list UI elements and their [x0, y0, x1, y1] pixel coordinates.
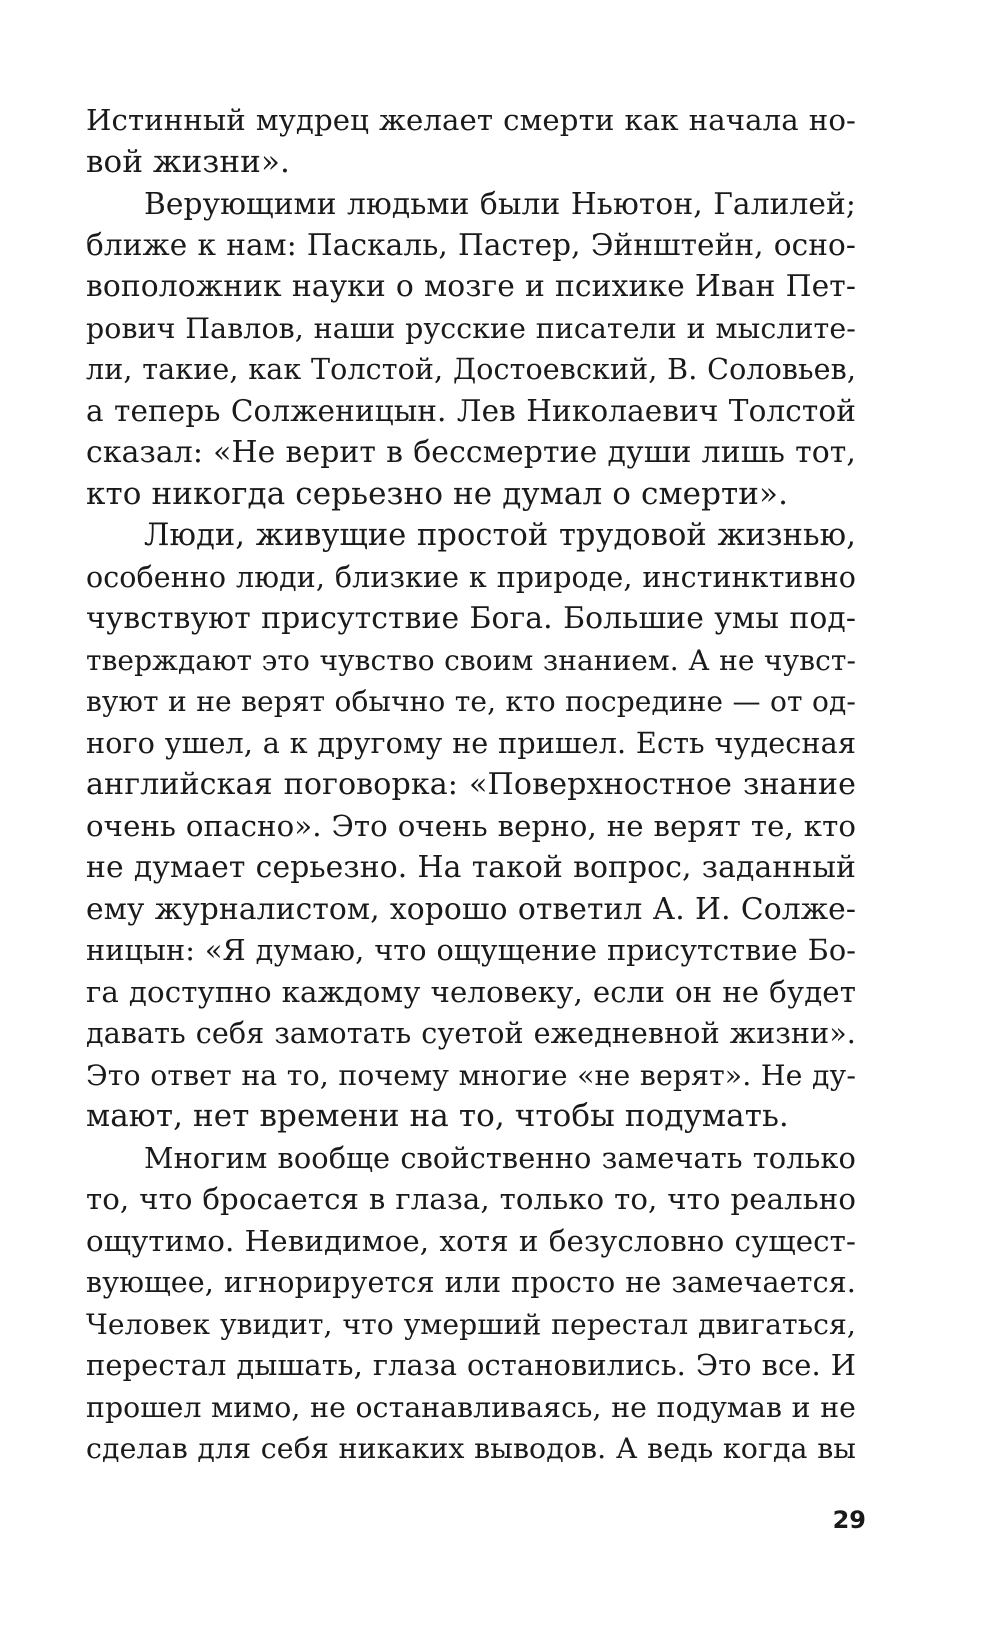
text-line: сказал: «Не верит в бессмертие души лишь тот,: [86, 435, 856, 470]
text-line: вой жизни».: [86, 143, 290, 180]
text-line: Многим вообще свойственно замечать только: [144, 1140, 856, 1175]
text-line: не думает серьезно. На такой вопрос, заданный: [86, 850, 856, 885]
text-line: ближе к нам: Паскаль, Пастер, Эйнштейн, осно-: [86, 227, 856, 262]
text-line: прошел мимо, не останавливаясь, не подумав и не: [86, 1390, 856, 1424]
text-line: сделав для себя никаких выводов. А ведь когда вы: [86, 1432, 856, 1465]
text-line: ему журналистом, хорошо ответил А. И. Солже-: [86, 891, 856, 927]
text-line: Люди, живущие простой трудовой жизнью,: [144, 518, 856, 553]
text-line: кто никогда серьезно не думал о смерти».: [86, 475, 789, 512]
text-line: то, что бросается в глаза, только то, что реально: [86, 1182, 856, 1216]
text-line: Человек увидит, что умерший перестал двигаться,: [86, 1307, 856, 1341]
text-line: ницын: «Я думаю, что ощущение присутствие Бо-: [86, 933, 856, 967]
text-line: Это ответ на то, почему многие «не верят». Не ду-: [86, 1058, 856, 1092]
text-line: давать себя замотать суетой ежедневной жизни».: [86, 1016, 856, 1050]
text-line: ощутимо. Невидимое, хотя и безусловно сущест-: [86, 1223, 856, 1258]
text-line: Истинный мудрец желает смерти как начала но-: [86, 103, 856, 137]
text-line: мают, нет времени на то, чтобы подумать.: [86, 1098, 789, 1134]
text-line: английская поговорка: «Поверхностное знание: [86, 767, 856, 802]
text-line: тверждают это чувство своим знанием. А не чувст-: [86, 643, 856, 677]
text-line: рович Павлов, наши русские писатели и мыслите-: [86, 311, 856, 345]
text-line: а теперь Солженицын. Лев Николаевич Толстой: [86, 393, 856, 428]
text-line: очень опасно». Это очень верно, не верят те, кто: [86, 808, 856, 843]
page-body: [86, 100, 856, 1470]
text-line: вующее, игнорируется или просто не замечается.: [86, 1265, 856, 1299]
text-line: ного ушел, а к другому не пришел. Есть чудесная: [86, 725, 856, 760]
page-number: 29: [832, 1506, 866, 1534]
text-line: особенно люди, близкие к природе, инстинктивно: [86, 560, 856, 594]
text-line: ли, такие, как Толстой, Достоевский, В. Соловьев,: [86, 353, 856, 386]
text-line: Верующими людьми были Ньютон, Галилей;: [144, 186, 856, 221]
text-line: вуют и не верят обычно те, кто посредине — от од-: [86, 685, 856, 718]
text-line: воположник науки о мозге и психике Иван Пет-: [86, 269, 856, 304]
text-line: га доступно каждому человеку, если он не будет: [86, 974, 856, 1009]
text-line: чувствуют присутствие Бога. Большие умы под-: [86, 601, 856, 636]
text-line: перестал дышать, глаза остановились. Это все. И: [86, 1348, 856, 1382]
